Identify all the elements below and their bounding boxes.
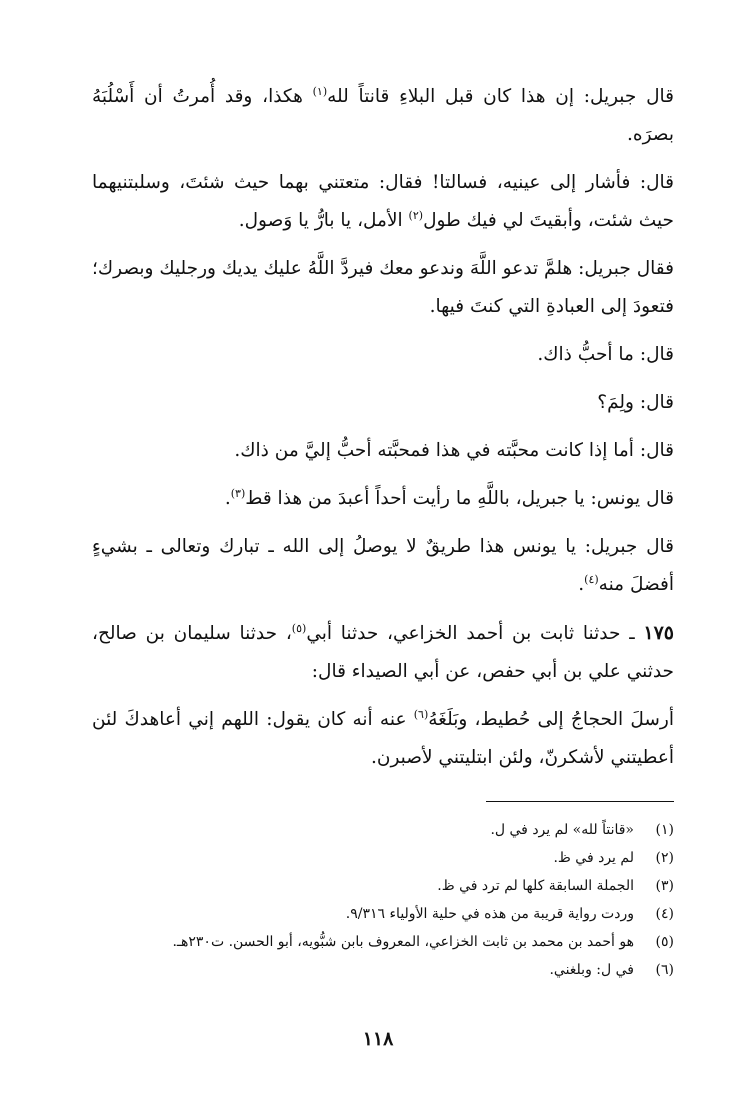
paragraph-3: فقال جبريل: هلمَّ تدعو اللَّهَ وندعو معك فيردَّ اللَّهُ عليك يديك ورجليك وبصرك؛ فتعودَ إلى العبادةِ التي كنتَ فيها. xyxy=(92,258,674,317)
text-run: ـ حدثنا ثابت بن أحمد الخزاعي، حدثنا أبي xyxy=(306,623,644,644)
text-run: قال: فأشار إلى عينيه، فسالتا! فقال: متعتني بهما حيث شئتَ، وسلبتنيهما حيث شئت، وأبقيتَ لي فيك طول xyxy=(92,172,674,231)
footnote-number: (٣) xyxy=(655,878,674,894)
footnote-ref[interactable]: (٢) xyxy=(408,208,424,222)
paragraph-4: قال: ما أحبُّ ذاك. xyxy=(537,344,674,365)
footnote-divider xyxy=(486,801,674,802)
text-run: قال جبريل: إن هذا كان قبل البلاءِ قانتاً لله xyxy=(327,86,674,107)
text-run: . xyxy=(224,488,231,509)
paragraph-5: قال: ولِمَ؟ xyxy=(597,392,674,413)
text-run: ، حدثنا سليمان بن صالح، حدثني علي بن أبي حفص، عن أبي الصيداء قال: xyxy=(92,623,674,682)
paragraph-9 xyxy=(92,614,674,691)
footnotes xyxy=(92,818,674,986)
footnote-number: (٥) xyxy=(655,934,674,950)
paragraph-7 xyxy=(92,480,674,518)
text-run: . xyxy=(578,574,585,595)
footnote xyxy=(92,930,674,954)
paragraph-8 xyxy=(92,528,674,604)
footnote-text: الجملة السابقة كلها لم ترد في ظ. xyxy=(437,878,634,894)
footnote-number: (١) xyxy=(655,822,674,838)
footnote xyxy=(92,846,674,870)
footnote-ref[interactable]: (٥) xyxy=(291,621,307,635)
paragraph-1 xyxy=(92,78,674,154)
footnote-text: «قانتاً لله» لم يرد في ل. xyxy=(490,822,634,838)
text-run: الأمل، يا بارُّ يا وَصول. xyxy=(238,210,409,231)
footnote-text: لم يرد في ظ. xyxy=(553,850,634,866)
paragraph-6: قال: أما إذا كانت محبَّته في هذا فمحبَّته أحبُّ إليَّ من ذاك. xyxy=(234,440,674,461)
text-run: أرسلَ الحجاجُ إلى حُطيط، وبَلَغَهُ xyxy=(428,709,674,730)
footnote-text: وردت رواية قريبة من هذه في حلية الأولياء ٩/٣١٦. xyxy=(345,906,634,922)
hadith-number: ١٧٥ xyxy=(643,622,675,644)
text-run: عنه أنه كان يقول: اللهم إني أعاهدكَ لئن أعطيتني لأشكرنّ، ولئن ابتليتني لأصبرن. xyxy=(92,709,674,768)
footnote xyxy=(92,902,674,926)
paragraph-10 xyxy=(92,701,674,777)
footnote xyxy=(92,874,674,898)
footnote-number: (٤) xyxy=(655,906,674,922)
footnote-ref[interactable]: (٦) xyxy=(413,707,429,721)
paragraph-2 xyxy=(92,164,674,240)
text-run: هكذا، وقد أُمرتُ أن أَسْلُبَهُ بصرَه. xyxy=(92,86,674,145)
footnote-number: (٢) xyxy=(655,850,674,866)
footnote-ref[interactable]: (١) xyxy=(312,84,328,98)
footnote xyxy=(92,818,674,842)
page-number: ١١٨ xyxy=(362,1028,394,1050)
text-run: قال جبريل: يا يونس هذا طريقٌ لا يوصلُ إلى الله ـ تبارك وتعالى ـ بشيءٍ أفضلَ منه xyxy=(92,536,674,595)
footnote-ref[interactable]: (٤) xyxy=(584,572,599,586)
footnote xyxy=(92,958,674,982)
footnote-text: هو أحمد بن محمد بن ثابت الخزاعي، المعروف بابن شبُّويه، أبو الحسن. ت٢٣٠هـ. xyxy=(172,934,634,950)
page-body xyxy=(92,78,674,777)
footnote-text: في ل: وبلغني. xyxy=(549,962,634,978)
footnote-number: (٦) xyxy=(655,962,674,978)
footnote-ref[interactable]: (٣) xyxy=(230,486,246,500)
text-run: قال يونس: يا جبريل، باللَّهِ ما رأيت أحداً أعبدَ من هذا قط xyxy=(245,488,674,509)
